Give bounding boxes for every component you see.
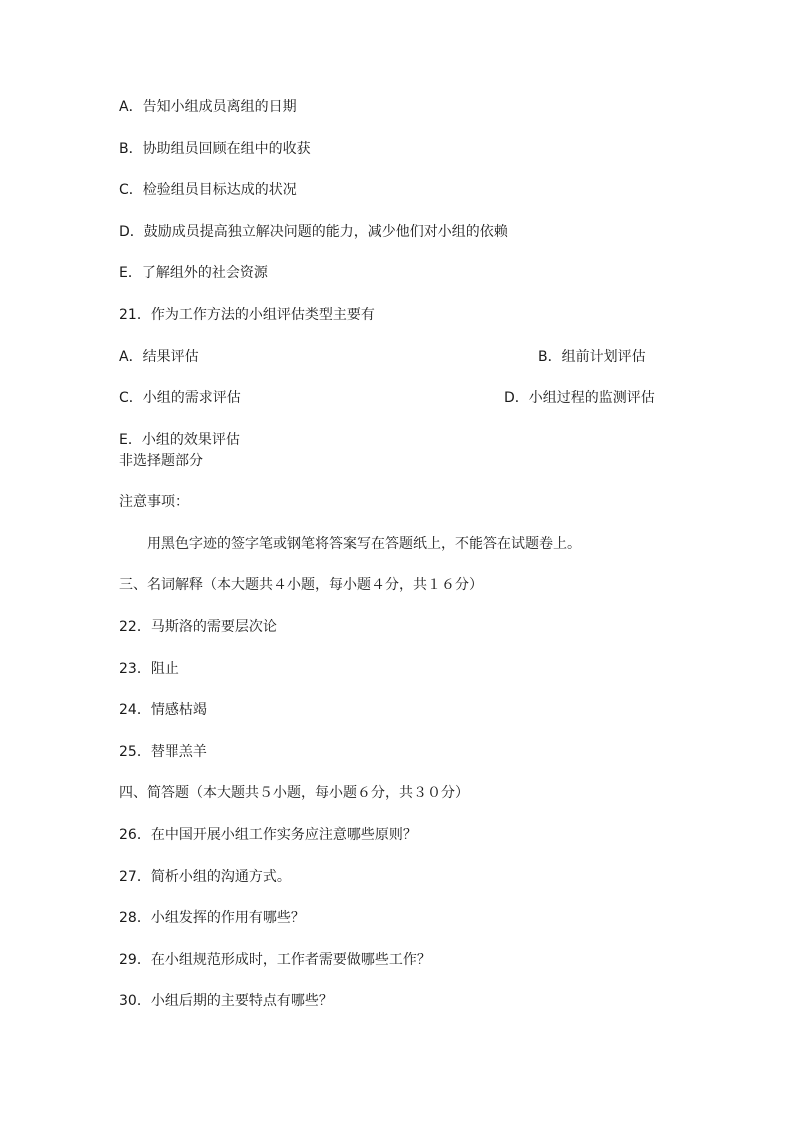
notes-title: 注意事项： [119, 494, 189, 510]
option-b: B．协助组员回顾在组中的收获 [119, 141, 311, 157]
question-21-stem: 21．作为工作方法的小组评估类型主要有 [119, 307, 375, 323]
question-24: 24．情感枯竭 [119, 702, 207, 718]
question-30: 30．小组后期的主要特点有哪些？ [119, 993, 333, 1009]
option-d: D．鼓励成员提高独立解决问题的能力，减少他们对小组的依赖 [119, 224, 508, 240]
question-26: 26．在中国开展小组工作实务应注意哪些原则？ [119, 827, 417, 843]
question-22: 22．马斯洛的需要层次论 [119, 619, 277, 635]
nonchoice-heading: 非选择题部分 [119, 453, 203, 469]
q21-option-e: E．小组的效果评估 [119, 432, 240, 448]
q21-option-d: D．小组过程的监测评估 [504, 390, 655, 406]
q21-option-a: A．结果评估 [119, 349, 199, 365]
question-25: 25．替罪羔羊 [119, 744, 207, 760]
question-23: 23．阻止 [119, 661, 179, 677]
option-a: A．告知小组成员离组的日期 [119, 99, 297, 115]
question-27: 27．简析小组的沟通方式。 [119, 869, 291, 885]
question-29: 29．在小组规范形成时，工作者需要做哪些工作？ [119, 952, 431, 968]
section-4-heading: 四、简答题（本大题共５小题，每小题６分，共３０分） [119, 785, 469, 801]
section-3-heading: 三、名词解释（本大题共４小题，每小题４分，共１６分） [119, 577, 483, 593]
notes-text: 用黑色字迹的签字笔或钢笔将答案写在答题纸上，不能答在试题卷上。 [147, 536, 581, 552]
question-28: 28．小组发挥的作用有哪些？ [119, 910, 305, 926]
option-c: C．检验组员目标达成的状况 [119, 182, 297, 198]
option-e: E．了解组外的社会资源 [119, 265, 268, 281]
q21-option-c: C．小组的需求评估 [119, 390, 241, 406]
q21-option-b: B．组前计划评估 [538, 349, 646, 365]
